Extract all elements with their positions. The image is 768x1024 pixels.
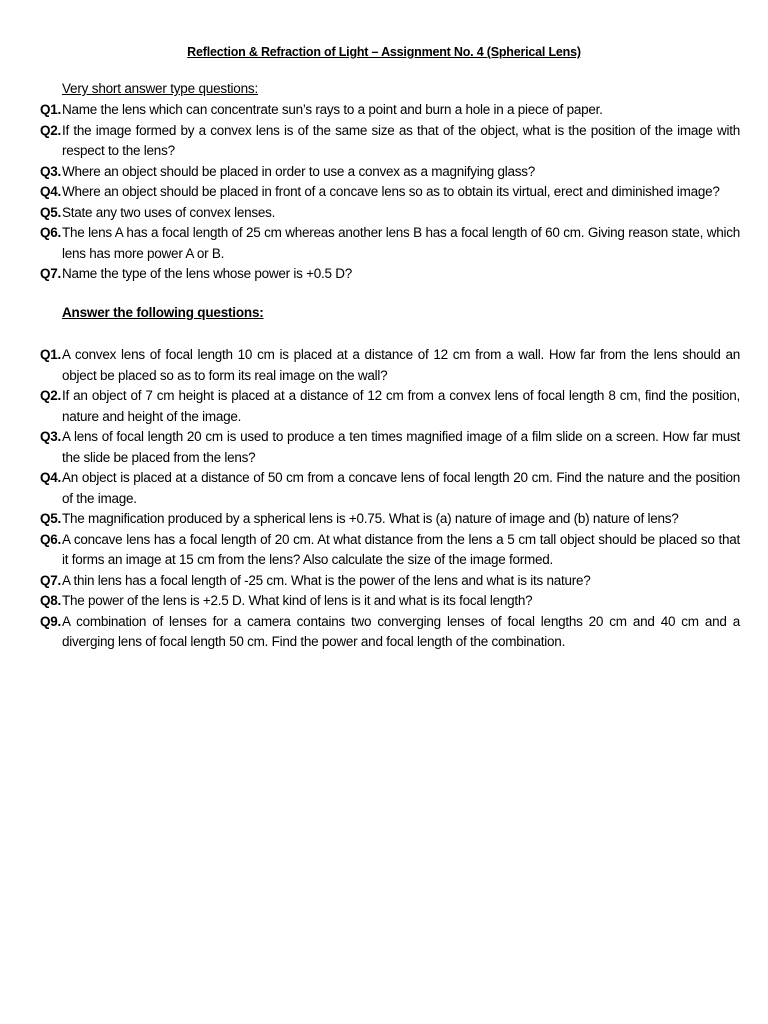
- question-text: A concave lens has a focal length of 20 cm. At what distance from the lens a 5 cm tall object should be placed so that it forms an image at 15 cm from the lens? Also calculate the size of the image formed.: [62, 531, 740, 567]
- question-item: [40, 264, 740, 285]
- question-text: The lens A has a focal length of 25 cm whereas another lens B has a focal length of 60 cm. Giving reason state, which lens has more power A or B.: [62, 225, 740, 261]
- question-text: An object is placed at a distance of 50 cm from a concave lens of focal length 20 cm. Find the nature and the position of the image.: [62, 470, 740, 506]
- long-answer-question-list: [40, 345, 740, 653]
- question-number: Q7.: [40, 266, 62, 281]
- question-number: Q3.: [40, 429, 62, 444]
- question-text: Where an object should be placed in front of a concave lens so as to obtain its virtual, erect and diminished image?: [62, 184, 720, 199]
- section-heading-answer-following: Answer the following questions:: [62, 305, 264, 320]
- question-number: Q7.: [40, 572, 62, 588]
- question-item: [40, 591, 740, 612]
- question-item: [40, 427, 740, 468]
- question-number: Q9.: [40, 613, 62, 629]
- question-text: If an object of 7 cm height is placed at a distance of 12 cm from a convex lens of focal length 8 cm, find the position, nature and height of the image.: [62, 388, 740, 424]
- question-text: A thin lens has a focal length of -25 cm. What is the power of the lens and what is its nature?: [62, 572, 591, 588]
- question-number: Q1.: [40, 347, 62, 362]
- question-item: [40, 203, 740, 224]
- question-item: [40, 100, 740, 121]
- question-item: [40, 121, 740, 162]
- question-number: Q5.: [40, 204, 62, 220]
- question-text: Name the type of the lens whose power is +0.5 D?: [62, 266, 353, 281]
- question-text: A convex lens of focal length 10 cm is placed at a distance of 12 cm from a wall. How far from the lens should an object be placed so as to form its real image on the wall?: [62, 347, 740, 383]
- question-number: Q2.: [40, 388, 62, 403]
- question-text: The power of the lens is +2.5 D. What kind of lens is it and what is its focal length?: [62, 593, 533, 608]
- question-item: [40, 345, 740, 386]
- question-item: [40, 530, 740, 571]
- short-answer-question-list: [40, 100, 740, 285]
- page-title: Reflection & Refraction of Light – Assignment No. 4 (Spherical Lens): [187, 45, 581, 59]
- question-number: Q4.: [40, 184, 62, 199]
- question-text: Name the lens which can concentrate sun’s rays to a point and burn a hole in a piece of paper.: [62, 102, 603, 117]
- question-number: Q2.: [40, 122, 62, 138]
- question-number: Q3.: [40, 163, 62, 179]
- question-number: Q6.: [40, 531, 62, 547]
- question-text: A lens of focal length 20 cm is used to produce a ten times magnified image of a film slide on a screen. How far must the slide be placed from the lens?: [62, 429, 740, 465]
- question-item: [40, 612, 740, 653]
- question-number: Q4.: [40, 470, 62, 485]
- question-text: If the image formed by a convex lens is of the same size as that of the object, what is the position of the image with respect to the lens?: [62, 122, 740, 158]
- question-number: Q6.: [40, 225, 62, 240]
- question-item: [40, 182, 740, 203]
- question-text: State any two uses of convex lenses.: [62, 204, 276, 220]
- question-item: [40, 571, 740, 592]
- question-text: The magnification produced by a spherical lens is +0.75. What is (a) nature of image and (b) nature of lens?: [62, 511, 679, 526]
- question-item: [40, 509, 740, 530]
- question-item: [40, 468, 740, 509]
- question-item: [40, 223, 740, 264]
- question-item: [40, 162, 740, 183]
- question-item: [40, 386, 740, 427]
- section-heading-short-answer: Very short answer type questions:: [62, 81, 259, 96]
- question-text: A combination of lenses for a camera contains two converging lenses of focal lengths 20 cm and 40 cm and a diverging lens of focal length 50 cm. Find the power and focal length of the combination.: [62, 613, 740, 649]
- question-number: Q5.: [40, 511, 62, 526]
- question-number: Q1.: [40, 102, 62, 117]
- question-number: Q8.: [40, 593, 62, 608]
- question-text: Where an object should be placed in order to use a convex as a magnifying glass?: [62, 163, 536, 179]
